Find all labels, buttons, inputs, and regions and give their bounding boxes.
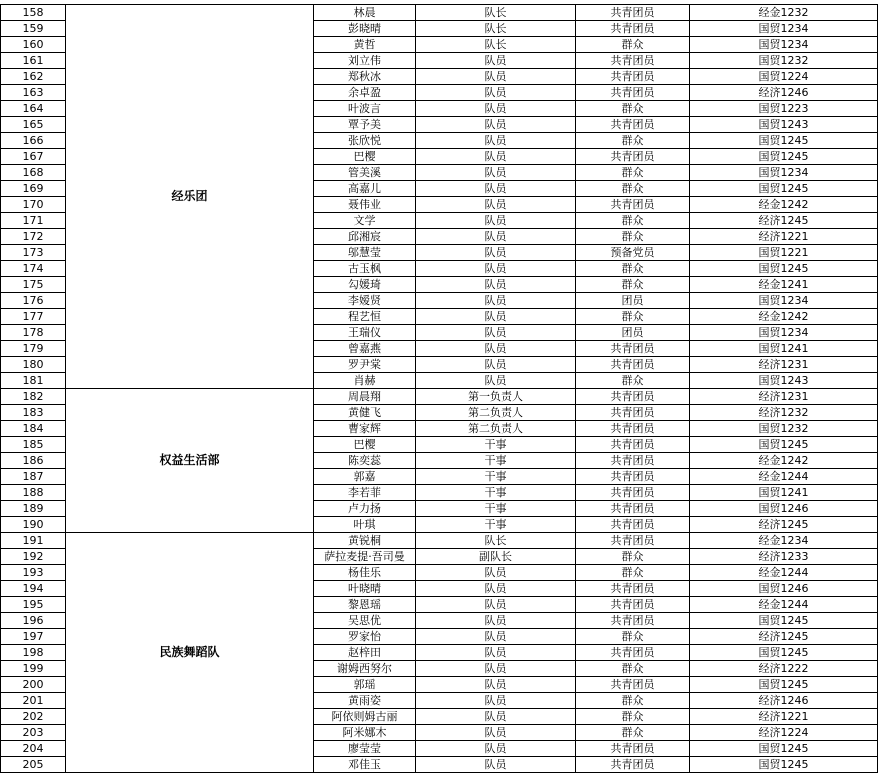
class-cell: 经金1234 [690, 533, 878, 549]
political-status-cell: 共青团员 [576, 197, 690, 213]
member-name-cell: 张欣悦 [314, 133, 416, 149]
class-cell: 国贸1224 [690, 69, 878, 85]
role-cell: 队员 [416, 293, 576, 309]
class-cell: 经济1246 [690, 693, 878, 709]
political-status-cell: 群众 [576, 565, 690, 581]
class-cell: 经金1241 [690, 277, 878, 293]
row-number-cell: 158 [1, 5, 66, 21]
role-cell: 队员 [416, 645, 576, 661]
political-status-cell: 共青团员 [576, 405, 690, 421]
class-cell: 国贸1234 [690, 325, 878, 341]
political-status-cell: 共青团员 [576, 597, 690, 613]
row-number-cell: 202 [1, 709, 66, 725]
class-cell: 国贸1232 [690, 53, 878, 69]
group-name-cell: 经乐团 [66, 5, 314, 389]
role-cell: 队员 [416, 69, 576, 85]
political-status-cell: 共青团员 [576, 117, 690, 133]
class-cell: 经金1242 [690, 197, 878, 213]
row-number-cell: 188 [1, 485, 66, 501]
political-status-cell: 群众 [576, 277, 690, 293]
table-row [1, 5, 878, 21]
political-status-cell: 群众 [576, 133, 690, 149]
role-cell: 第二负责人 [416, 405, 576, 421]
role-cell: 干事 [416, 437, 576, 453]
member-name-cell: 邬慧莹 [314, 245, 416, 261]
role-cell: 第二负责人 [416, 421, 576, 437]
role-cell: 队员 [416, 373, 576, 389]
class-cell: 经金1244 [690, 565, 878, 581]
role-cell: 队员 [416, 661, 576, 677]
row-number-cell: 160 [1, 37, 66, 53]
role-cell: 队员 [416, 757, 576, 773]
role-cell: 队员 [416, 741, 576, 757]
member-name-cell: 杨佳乐 [314, 565, 416, 581]
role-cell: 队员 [416, 245, 576, 261]
role-cell: 队员 [416, 85, 576, 101]
role-cell: 队员 [416, 325, 576, 341]
member-name-cell: 陈奕蕊 [314, 453, 416, 469]
row-number-cell: 174 [1, 261, 66, 277]
member-name-cell: 郑秋冰 [314, 69, 416, 85]
row-number-cell: 189 [1, 501, 66, 517]
class-cell: 经济1222 [690, 661, 878, 677]
row-number-cell: 175 [1, 277, 66, 293]
class-cell: 国贸1241 [690, 341, 878, 357]
role-cell: 队员 [416, 53, 576, 69]
role-cell: 队员 [416, 197, 576, 213]
class-cell: 经济1231 [690, 357, 878, 373]
member-name-cell: 郭瑶 [314, 677, 416, 693]
member-name-cell: 高嘉儿 [314, 181, 416, 197]
class-cell: 经济1233 [690, 549, 878, 565]
row-number-cell: 203 [1, 725, 66, 741]
row-number-cell: 192 [1, 549, 66, 565]
member-name-cell: 罗尹棠 [314, 357, 416, 373]
role-cell: 队员 [416, 261, 576, 277]
class-cell: 经济1221 [690, 709, 878, 725]
class-cell: 国贸1234 [690, 165, 878, 181]
political-status-cell: 共青团员 [576, 741, 690, 757]
member-name-cell: 廖莹莹 [314, 741, 416, 757]
political-status-cell: 群众 [576, 309, 690, 325]
role-cell: 队员 [416, 629, 576, 645]
row-number-cell: 180 [1, 357, 66, 373]
class-cell: 经济1224 [690, 725, 878, 741]
member-name-cell: 黄哲 [314, 37, 416, 53]
political-status-cell: 共青团员 [576, 485, 690, 501]
political-status-cell: 共青团员 [576, 85, 690, 101]
member-name-cell: 勾媛琦 [314, 277, 416, 293]
class-cell: 国贸1234 [690, 21, 878, 37]
class-cell: 经金1232 [690, 5, 878, 21]
row-number-cell: 198 [1, 645, 66, 661]
row-number-cell: 194 [1, 581, 66, 597]
row-number-cell: 195 [1, 597, 66, 613]
row-number-cell: 176 [1, 293, 66, 309]
member-name-cell: 管美溪 [314, 165, 416, 181]
member-name-cell: 黄锐桐 [314, 533, 416, 549]
class-cell: 经金1244 [690, 597, 878, 613]
member-name-cell: 叶晓晴 [314, 581, 416, 597]
row-number-cell: 178 [1, 325, 66, 341]
row-number-cell: 186 [1, 453, 66, 469]
political-status-cell: 群众 [576, 709, 690, 725]
political-status-cell: 共青团员 [576, 5, 690, 21]
row-number-cell: 199 [1, 661, 66, 677]
class-cell: 国贸1245 [690, 741, 878, 757]
row-number-cell: 169 [1, 181, 66, 197]
group-name-cell: 民族舞蹈队 [66, 533, 314, 773]
member-name-cell: 肖赫 [314, 373, 416, 389]
role-cell: 队员 [416, 277, 576, 293]
political-status-cell: 共青团员 [576, 149, 690, 165]
class-cell: 国贸1234 [690, 37, 878, 53]
role-cell: 队员 [416, 133, 576, 149]
class-cell: 国贸1245 [690, 133, 878, 149]
role-cell: 队员 [416, 581, 576, 597]
member-name-cell: 巴樱 [314, 149, 416, 165]
group-name-cell: 权益生活部 [66, 389, 314, 533]
political-status-cell: 共青团员 [576, 453, 690, 469]
member-name-cell: 黄健飞 [314, 405, 416, 421]
row-number-cell: 179 [1, 341, 66, 357]
political-status-cell: 共青团员 [576, 677, 690, 693]
class-cell: 国贸1245 [690, 437, 878, 453]
class-cell: 经济1221 [690, 229, 878, 245]
role-cell: 队员 [416, 229, 576, 245]
member-name-cell: 林晨 [314, 5, 416, 21]
class-cell: 国贸1245 [690, 645, 878, 661]
row-number-cell: 185 [1, 437, 66, 453]
political-status-cell: 群众 [576, 229, 690, 245]
member-name-cell: 曹家辉 [314, 421, 416, 437]
political-status-cell: 预备党员 [576, 245, 690, 261]
member-name-cell: 聂伟业 [314, 197, 416, 213]
member-name-cell: 邱湘宸 [314, 229, 416, 245]
role-cell: 干事 [416, 501, 576, 517]
role-cell: 队员 [416, 117, 576, 133]
member-name-cell: 黎恩瑶 [314, 597, 416, 613]
row-number-cell: 165 [1, 117, 66, 133]
political-status-cell: 共青团员 [576, 517, 690, 533]
row-number-cell: 168 [1, 165, 66, 181]
member-name-cell: 郭嘉 [314, 469, 416, 485]
row-number-cell: 183 [1, 405, 66, 421]
row-number-cell: 184 [1, 421, 66, 437]
political-status-cell: 团员 [576, 293, 690, 309]
row-number-cell: 163 [1, 85, 66, 101]
role-cell: 队员 [416, 149, 576, 165]
political-status-cell: 群众 [576, 693, 690, 709]
class-cell: 国贸1232 [690, 421, 878, 437]
role-cell: 队员 [416, 101, 576, 117]
political-status-cell: 共青团员 [576, 437, 690, 453]
political-status-cell: 群众 [576, 725, 690, 741]
class-cell: 经济1232 [690, 405, 878, 421]
member-name-cell: 叶波言 [314, 101, 416, 117]
class-cell: 国贸1245 [690, 757, 878, 773]
role-cell: 队长 [416, 37, 576, 53]
member-name-cell: 阿米娜木 [314, 725, 416, 741]
role-cell: 干事 [416, 485, 576, 501]
political-status-cell: 共青团员 [576, 21, 690, 37]
class-cell: 经济1245 [690, 629, 878, 645]
role-cell: 干事 [416, 453, 576, 469]
row-number-cell: 159 [1, 21, 66, 37]
member-name-cell: 彭晓晴 [314, 21, 416, 37]
class-cell: 国贸1245 [690, 261, 878, 277]
political-status-cell: 共青团员 [576, 613, 690, 629]
class-cell: 经金1242 [690, 453, 878, 469]
role-cell: 队员 [416, 181, 576, 197]
member-name-cell: 刘立伟 [314, 53, 416, 69]
roster-body [1, 5, 878, 773]
class-cell: 经金1244 [690, 469, 878, 485]
role-cell: 第一负责人 [416, 389, 576, 405]
member-name-cell: 李嫒贤 [314, 293, 416, 309]
row-number-cell: 191 [1, 533, 66, 549]
political-status-cell: 共青团员 [576, 389, 690, 405]
political-status-cell: 群众 [576, 181, 690, 197]
class-cell: 经济1231 [690, 389, 878, 405]
political-status-cell: 群众 [576, 549, 690, 565]
role-cell: 副队长 [416, 549, 576, 565]
political-status-cell: 共青团员 [576, 421, 690, 437]
role-cell: 队员 [416, 341, 576, 357]
row-number-cell: 177 [1, 309, 66, 325]
row-number-cell: 193 [1, 565, 66, 581]
class-cell: 国贸1246 [690, 501, 878, 517]
role-cell: 队员 [416, 565, 576, 581]
class-cell: 国贸1223 [690, 101, 878, 117]
political-status-cell: 共青团员 [576, 501, 690, 517]
role-cell: 队员 [416, 213, 576, 229]
political-status-cell: 群众 [576, 37, 690, 53]
political-status-cell: 共青团员 [576, 53, 690, 69]
row-number-cell: 172 [1, 229, 66, 245]
member-name-cell: 周晨翔 [314, 389, 416, 405]
row-number-cell: 173 [1, 245, 66, 261]
political-status-cell: 共青团员 [576, 69, 690, 85]
role-cell: 队员 [416, 693, 576, 709]
role-cell: 队员 [416, 613, 576, 629]
role-cell: 队员 [416, 709, 576, 725]
political-status-cell: 共青团员 [576, 357, 690, 373]
class-cell: 国贸1234 [690, 293, 878, 309]
table-row [1, 389, 878, 405]
member-name-cell: 谢姆西努尔 [314, 661, 416, 677]
role-cell: 队长 [416, 5, 576, 21]
role-cell: 队长 [416, 533, 576, 549]
member-name-cell: 李若菲 [314, 485, 416, 501]
political-status-cell: 共青团员 [576, 533, 690, 549]
row-number-cell: 166 [1, 133, 66, 149]
row-number-cell: 201 [1, 693, 66, 709]
row-number-cell: 190 [1, 517, 66, 533]
member-name-cell: 赵梓田 [314, 645, 416, 661]
political-status-cell: 共青团员 [576, 341, 690, 357]
member-name-cell: 邓佳玉 [314, 757, 416, 773]
roster-table [0, 4, 878, 773]
member-name-cell: 黄雨姿 [314, 693, 416, 709]
member-name-cell: 罗家怡 [314, 629, 416, 645]
row-number-cell: 170 [1, 197, 66, 213]
member-name-cell: 古玉枫 [314, 261, 416, 277]
political-status-cell: 团员 [576, 325, 690, 341]
political-status-cell: 共青团员 [576, 645, 690, 661]
class-cell: 国贸1221 [690, 245, 878, 261]
role-cell: 干事 [416, 517, 576, 533]
political-status-cell: 群众 [576, 261, 690, 277]
member-name-cell: 曾嘉燕 [314, 341, 416, 357]
member-name-cell: 卢力扬 [314, 501, 416, 517]
political-status-cell: 群众 [576, 213, 690, 229]
member-name-cell: 叶琪 [314, 517, 416, 533]
row-number-cell: 164 [1, 101, 66, 117]
class-cell: 经济1245 [690, 213, 878, 229]
member-name-cell: 程艺恒 [314, 309, 416, 325]
political-status-cell: 群众 [576, 629, 690, 645]
row-number-cell: 162 [1, 69, 66, 85]
role-cell: 干事 [416, 469, 576, 485]
political-status-cell: 群众 [576, 373, 690, 389]
political-status-cell: 共青团员 [576, 757, 690, 773]
political-status-cell: 共青团员 [576, 469, 690, 485]
class-cell: 经济1246 [690, 85, 878, 101]
role-cell: 队员 [416, 725, 576, 741]
class-cell: 国贸1245 [690, 677, 878, 693]
table-row [1, 533, 878, 549]
role-cell: 队员 [416, 597, 576, 613]
member-name-cell: 萨拉麦提·吾司曼 [314, 549, 416, 565]
class-cell: 国贸1246 [690, 581, 878, 597]
member-name-cell: 余卓盈 [314, 85, 416, 101]
class-cell: 国贸1245 [690, 613, 878, 629]
row-number-cell: 181 [1, 373, 66, 389]
role-cell: 队员 [416, 165, 576, 181]
class-cell: 国贸1245 [690, 181, 878, 197]
political-status-cell: 共青团员 [576, 581, 690, 597]
political-status-cell: 群众 [576, 101, 690, 117]
row-number-cell: 182 [1, 389, 66, 405]
member-name-cell: 阿依则姆古丽 [314, 709, 416, 725]
row-number-cell: 187 [1, 469, 66, 485]
role-cell: 队员 [416, 309, 576, 325]
political-status-cell: 群众 [576, 165, 690, 181]
role-cell: 队员 [416, 357, 576, 373]
row-number-cell: 161 [1, 53, 66, 69]
row-number-cell: 205 [1, 757, 66, 773]
member-name-cell: 巴樱 [314, 437, 416, 453]
role-cell: 队长 [416, 21, 576, 37]
class-cell: 国贸1243 [690, 117, 878, 133]
row-number-cell: 171 [1, 213, 66, 229]
class-cell: 经济1245 [690, 517, 878, 533]
class-cell: 国贸1243 [690, 373, 878, 389]
member-name-cell: 覃予美 [314, 117, 416, 133]
row-number-cell: 167 [1, 149, 66, 165]
member-name-cell: 吴思优 [314, 613, 416, 629]
role-cell: 队员 [416, 677, 576, 693]
row-number-cell: 200 [1, 677, 66, 693]
political-status-cell: 群众 [576, 661, 690, 677]
row-number-cell: 197 [1, 629, 66, 645]
row-number-cell: 196 [1, 613, 66, 629]
class-cell: 经金1242 [690, 309, 878, 325]
row-number-cell: 204 [1, 741, 66, 757]
class-cell: 国贸1241 [690, 485, 878, 501]
class-cell: 国贸1245 [690, 149, 878, 165]
member-name-cell: 王瑞仪 [314, 325, 416, 341]
member-name-cell: 文学 [314, 213, 416, 229]
